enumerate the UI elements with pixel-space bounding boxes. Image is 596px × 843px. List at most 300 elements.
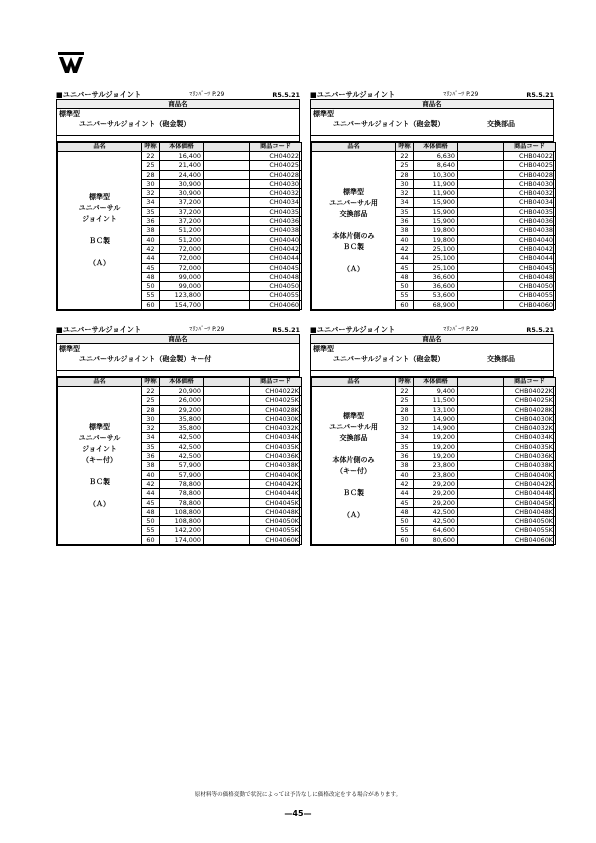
price-table <box>311 142 556 310</box>
size-cell: 45 <box>396 263 414 272</box>
price-cell: 23,800 <box>414 470 458 479</box>
price-cell: 16,400 <box>160 152 204 161</box>
product-type: 標準型 <box>313 345 334 353</box>
price-cell: 21,400 <box>160 161 204 170</box>
column-header: 商品コード <box>250 143 302 152</box>
price-cell: 6,630 <box>414 152 458 161</box>
page-number: —45— <box>284 809 312 818</box>
item-name-line: ＢＣ製 <box>343 488 364 497</box>
size-cell: 45 <box>142 498 160 507</box>
item-name-cell <box>58 152 142 310</box>
size-cell: 35 <box>396 442 414 451</box>
size-cell: 50 <box>142 517 160 526</box>
blank-cell <box>458 226 504 235</box>
price-cell: 37,200 <box>160 217 204 226</box>
product-code-cell: CHB04055 <box>504 291 556 300</box>
column-header: 本体価格 <box>414 378 458 387</box>
item-name-line <box>314 499 393 510</box>
company-logo-icon <box>58 52 84 74</box>
size-cell: 44 <box>142 489 160 498</box>
product-code-cell: CH04050K <box>250 517 302 526</box>
size-cell: 25 <box>396 396 414 405</box>
table-header-row <box>58 143 302 152</box>
blank-cell <box>458 433 504 442</box>
price-cell: 42,500 <box>414 507 458 516</box>
item-name-line: 標準型 <box>89 422 110 431</box>
item-name-line: ジョイント <box>82 215 117 224</box>
column-header <box>204 378 250 387</box>
item-name-line: ＢＣ製 <box>343 242 364 251</box>
price-cell: 19,800 <box>414 235 458 244</box>
size-cell: 44 <box>396 489 414 498</box>
product-name-header: 商品名 <box>57 335 299 344</box>
product-code-cell: CHB04040K <box>504 470 556 479</box>
product-code-cell: CH04022K <box>250 387 302 396</box>
size-cell: 45 <box>142 263 160 272</box>
price-cell: 29,200 <box>160 405 204 414</box>
blank-cell <box>204 263 250 272</box>
product-full-name: ユニバーサルジョイント（砲金製） <box>79 120 191 128</box>
section-title: ■ユニバーサルジョイント <box>310 89 396 99</box>
product-code-cell: CHB04050K <box>504 517 556 526</box>
size-cell: 48 <box>142 507 160 516</box>
blank-cell <box>204 479 250 488</box>
product-code-cell: CHB04055K <box>504 526 556 535</box>
product-code-cell: CH04034K <box>250 433 302 442</box>
product-code-cell: CH04028K <box>250 405 302 414</box>
column-header <box>204 143 250 152</box>
product-code-cell: CH04028 <box>250 170 302 179</box>
product-extra-label: 交換部品 <box>487 120 515 128</box>
blank-cell <box>204 189 250 198</box>
product-code-cell: CHB04060K <box>504 535 556 544</box>
size-cell: 25 <box>396 161 414 170</box>
item-name-line: （Ａ） <box>89 499 110 508</box>
blank-cell <box>458 405 504 414</box>
price-cell: 35,800 <box>160 414 204 423</box>
blank-cell <box>204 207 250 216</box>
size-cell: 40 <box>396 470 414 479</box>
item-name-line: 交換部品 <box>339 209 368 218</box>
product-code-cell: CH04022 <box>250 152 302 161</box>
product-full-name: ユニバーサルジョイント（砲金製） <box>333 120 445 128</box>
blank-cell <box>204 405 250 414</box>
price-cell: 72,000 <box>160 254 204 263</box>
product-code-cell: CHB04035K <box>504 442 556 451</box>
size-cell: 35 <box>396 207 414 216</box>
blank-cell <box>458 189 504 198</box>
product-code-cell: CH04040K <box>250 470 302 479</box>
column-header: 本体価格 <box>414 143 458 152</box>
item-name-line: 本体片側のみ <box>332 231 375 240</box>
blank-cell <box>458 282 504 291</box>
column-header: 呼称 <box>396 378 414 387</box>
size-cell: 35 <box>142 207 160 216</box>
price-cell: 24,400 <box>160 170 204 179</box>
blank-cell <box>458 387 504 396</box>
price-cell: 57,900 <box>160 470 204 479</box>
product-code-cell: CH04036K <box>250 452 302 461</box>
product-full-name: ユニバーサルジョイント（砲金製） <box>333 355 445 363</box>
product-code-cell: CHB04030K <box>504 414 556 423</box>
blank-cell <box>204 517 250 526</box>
blank-cell <box>458 217 504 226</box>
size-cell: 28 <box>396 405 414 414</box>
product-code-cell: CH04060K <box>250 535 302 544</box>
price-cell: 154,700 <box>160 300 204 309</box>
blank-cell <box>458 244 504 253</box>
section-title: ■ユニバーサルジョイント <box>310 324 396 334</box>
size-cell: 55 <box>142 526 160 535</box>
price-cell: 9,400 <box>414 387 458 396</box>
size-cell: 28 <box>142 170 160 179</box>
product-code-cell: CHB04032K <box>504 424 556 433</box>
product-code-cell: CHB04036K <box>504 452 556 461</box>
price-cell: 42,500 <box>160 452 204 461</box>
size-cell: 55 <box>142 291 160 300</box>
column-header: 呼称 <box>142 143 160 152</box>
price-block-3 <box>56 324 300 546</box>
price-cell: 35,800 <box>160 424 204 433</box>
blank-cell <box>458 198 504 207</box>
blank-cell <box>458 254 504 263</box>
blank-cell <box>458 235 504 244</box>
blank-cell <box>204 433 250 442</box>
blank-cell <box>458 498 504 507</box>
column-header: 呼称 <box>142 378 160 387</box>
price-block-2 <box>310 89 554 311</box>
blank-cell <box>204 387 250 396</box>
product-code-cell: CH04030K <box>250 414 302 423</box>
product-code-cell: CH04045 <box>250 263 302 272</box>
price-cell: 19,200 <box>414 433 458 442</box>
price-cell: 25,100 <box>414 263 458 272</box>
column-header: 品名 <box>312 378 396 387</box>
size-cell: 48 <box>396 272 414 281</box>
blank-cell <box>458 470 504 479</box>
price-cell: 15,900 <box>414 198 458 207</box>
size-cell: 44 <box>396 254 414 263</box>
price-cell: 14,900 <box>414 414 458 423</box>
blank-cell <box>204 424 250 433</box>
size-cell: 45 <box>396 498 414 507</box>
item-name-line: ユニバーサル <box>78 204 121 213</box>
product-code-cell: CHB04035 <box>504 207 556 216</box>
item-name-line: ユニバーサル <box>78 433 121 442</box>
item-name-cell <box>312 152 396 310</box>
blank-cell <box>204 396 250 405</box>
blank-cell <box>458 517 504 526</box>
column-header: 商品コード <box>250 378 302 387</box>
product-code-cell: CHB04034 <box>504 198 556 207</box>
product-type: 標準型 <box>59 110 80 118</box>
blank-cell <box>458 170 504 179</box>
catalog-page-ref: ﾏﾘﾝﾊﾟｰﾂ P.29 <box>443 91 479 98</box>
price-cell: 42,500 <box>414 517 458 526</box>
blank-cell <box>458 300 504 309</box>
price-cell: 14,900 <box>414 424 458 433</box>
price-cell: 26,000 <box>160 396 204 405</box>
product-code-cell: CHB04042 <box>504 244 556 253</box>
item-name-line <box>60 466 139 477</box>
price-cell: 29,200 <box>414 498 458 507</box>
price-cell: 42,500 <box>160 433 204 442</box>
item-name-cell <box>312 387 396 545</box>
size-cell: 40 <box>142 235 160 244</box>
blank-cell <box>458 535 504 544</box>
price-table-box <box>310 99 554 311</box>
product-type: 標準型 <box>59 345 80 353</box>
product-code-cell: CH04025K <box>250 396 302 405</box>
product-code-cell: CHB04038K <box>504 461 556 470</box>
price-cell: 108,800 <box>160 507 204 516</box>
price-cell: 29,200 <box>414 479 458 488</box>
product-code-cell: CH04055 <box>250 291 302 300</box>
product-code-cell: CHB04025K <box>504 396 556 405</box>
product-code-cell: CH04060 <box>250 300 302 309</box>
item-name-line: 交換部品 <box>339 433 368 442</box>
price-cell: 68,900 <box>414 300 458 309</box>
blank-cell <box>458 461 504 470</box>
price-table-box <box>310 334 554 546</box>
size-cell: 32 <box>396 424 414 433</box>
table-row <box>312 387 556 396</box>
size-cell: 36 <box>396 452 414 461</box>
blank-cell <box>204 235 250 244</box>
price-cell: 23,800 <box>414 461 458 470</box>
size-cell: 44 <box>142 254 160 263</box>
size-cell: 25 <box>142 396 160 405</box>
section-header <box>310 89 554 99</box>
price-cell: 11,900 <box>414 179 458 188</box>
size-cell: 22 <box>396 387 414 396</box>
item-name-line: （キー付） <box>336 466 371 475</box>
size-cell: 34 <box>396 198 414 207</box>
product-code-cell: CH04035K <box>250 442 302 451</box>
product-name-header: 商品名 <box>57 100 299 109</box>
size-cell: 38 <box>142 461 160 470</box>
blank-cell <box>458 263 504 272</box>
product-code-cell: CHB04025 <box>504 161 556 170</box>
product-code-cell: CHB04038 <box>504 226 556 235</box>
size-cell: 38 <box>396 226 414 235</box>
size-cell: 40 <box>396 235 414 244</box>
price-cell: 64,600 <box>414 526 458 535</box>
blank-cell <box>204 489 250 498</box>
product-code-cell: CH04048 <box>250 272 302 281</box>
product-code-cell: CHB04036 <box>504 217 556 226</box>
price-block-4 <box>310 324 554 546</box>
price-table-box <box>56 334 300 546</box>
blank-cell <box>458 424 504 433</box>
size-cell: 50 <box>142 282 160 291</box>
section-header <box>56 89 300 99</box>
price-cell: 15,900 <box>414 217 458 226</box>
size-cell: 42 <box>396 244 414 253</box>
price-cell: 51,200 <box>160 226 204 235</box>
price-block-1 <box>56 89 300 311</box>
item-name-line: （Ａ） <box>343 264 364 273</box>
size-cell: 22 <box>142 387 160 396</box>
price-cell: 99,000 <box>160 282 204 291</box>
column-header: 呼称 <box>396 143 414 152</box>
price-cell: 72,000 <box>160 263 204 272</box>
product-code-cell: CHB04060 <box>504 300 556 309</box>
item-name-line <box>314 477 393 488</box>
size-cell: 32 <box>142 189 160 198</box>
item-name-line <box>314 220 393 231</box>
size-cell: 36 <box>396 217 414 226</box>
blank-cell <box>204 291 250 300</box>
blank-cell <box>458 414 504 423</box>
item-name-line: ユニバーサル用 <box>329 422 378 431</box>
item-name-line: （キー付） <box>82 455 117 464</box>
item-name-line: ＢＣ製 <box>89 237 110 246</box>
price-cell: 25,100 <box>414 254 458 263</box>
size-cell: 60 <box>396 300 414 309</box>
size-cell: 50 <box>396 517 414 526</box>
blank-cell <box>204 507 250 516</box>
size-cell: 36 <box>142 452 160 461</box>
product-code-cell: CHB04034K <box>504 433 556 442</box>
item-name-line: （Ａ） <box>89 259 110 268</box>
size-cell: 60 <box>396 535 414 544</box>
blank-cell <box>458 179 504 188</box>
size-cell: 32 <box>142 424 160 433</box>
product-code-cell: CH04038 <box>250 226 302 235</box>
price-cell: 11,500 <box>414 396 458 405</box>
price-cell: 51,200 <box>160 235 204 244</box>
blank-cell <box>458 272 504 281</box>
blank-cell <box>204 254 250 263</box>
price-cell: 142,200 <box>160 526 204 535</box>
blank-cell <box>204 470 250 479</box>
price-cell: 19,200 <box>414 442 458 451</box>
revision-date: R5.5.21 <box>526 325 554 334</box>
column-header: 本体価格 <box>160 378 204 387</box>
product-code-cell: CHB04050 <box>504 282 556 291</box>
product-code-cell: CHB04022K <box>504 387 556 396</box>
size-cell: 30 <box>396 179 414 188</box>
product-code-cell: CHB04048K <box>504 507 556 516</box>
price-cell: 30,900 <box>160 189 204 198</box>
item-name-line: （Ａ） <box>343 510 364 519</box>
price-cell: 123,800 <box>160 291 204 300</box>
size-cell: 55 <box>396 526 414 535</box>
catalog-page-ref: ﾏﾘﾝﾊﾟｰﾂ P.29 <box>443 326 479 333</box>
product-code-cell: CHB04030 <box>504 179 556 188</box>
column-header: 品名 <box>58 143 142 152</box>
product-code-cell: CH04032 <box>250 189 302 198</box>
size-cell: 25 <box>142 161 160 170</box>
size-cell: 30 <box>396 414 414 423</box>
revision-date: R5.5.21 <box>272 90 300 99</box>
price-cell: 108,800 <box>160 517 204 526</box>
size-cell: 34 <box>142 433 160 442</box>
product-code-cell: CH04042K <box>250 479 302 488</box>
product-code-cell: CH04030 <box>250 179 302 188</box>
blank-cell <box>204 452 250 461</box>
product-code-cell: CH04044K <box>250 489 302 498</box>
product-code-cell: CH04055K <box>250 526 302 535</box>
blank-cell <box>204 272 250 281</box>
price-cell: 19,800 <box>414 226 458 235</box>
blank-cell <box>204 498 250 507</box>
product-code-cell: CH04025 <box>250 161 302 170</box>
price-cell: 20,900 <box>160 387 204 396</box>
price-cell: 15,900 <box>414 207 458 216</box>
blank-cell <box>458 489 504 498</box>
product-description <box>311 344 553 371</box>
price-table <box>311 377 556 545</box>
blank-cell <box>204 535 250 544</box>
blank-cell <box>458 152 504 161</box>
product-code-cell: CH04034 <box>250 198 302 207</box>
blank-cell <box>204 198 250 207</box>
section-header <box>56 324 300 334</box>
blank-cell <box>204 526 250 535</box>
blank-cell <box>204 170 250 179</box>
blank-cell <box>458 507 504 516</box>
table-header-row <box>58 378 302 387</box>
price-cell: 53,600 <box>414 291 458 300</box>
price-cell: 42,500 <box>160 442 204 451</box>
product-code-cell: CH04032K <box>250 424 302 433</box>
blank-cell <box>204 461 250 470</box>
catalog-page-ref: ﾏﾘﾝﾊﾟｰﾂ P.29 <box>189 326 225 333</box>
footer-note: 原材料等の価格変動で状況によっては予告なしに価格改定をする場合があります。 <box>194 792 402 798</box>
item-name-line <box>60 247 139 258</box>
blank-cell <box>458 161 504 170</box>
price-table-box <box>56 99 300 311</box>
item-name-line <box>314 444 393 455</box>
size-cell: 28 <box>142 405 160 414</box>
price-cell: 78,800 <box>160 479 204 488</box>
product-code-cell: CH04038K <box>250 461 302 470</box>
column-header <box>458 378 504 387</box>
table-row <box>312 152 556 161</box>
size-cell: 48 <box>142 272 160 281</box>
size-cell: 42 <box>142 479 160 488</box>
size-cell: 36 <box>142 217 160 226</box>
price-cell: 36,600 <box>414 272 458 281</box>
blank-cell <box>204 179 250 188</box>
item-name-line: ジョイント <box>82 444 117 453</box>
price-cell: 78,800 <box>160 498 204 507</box>
size-cell: 50 <box>396 282 414 291</box>
blank-cell <box>204 300 250 309</box>
price-cell: 80,600 <box>414 535 458 544</box>
product-code-cell: CH04042 <box>250 244 302 253</box>
blank-cell <box>204 282 250 291</box>
item-name-line: 標準型 <box>89 193 110 202</box>
item-name-cell <box>58 387 142 545</box>
product-code-cell: CH04044 <box>250 254 302 263</box>
price-cell: 72,000 <box>160 244 204 253</box>
column-header: 商品コード <box>504 143 556 152</box>
size-cell: 48 <box>396 507 414 516</box>
product-code-cell: CHB04022 <box>504 152 556 161</box>
table-header-row <box>312 378 556 387</box>
product-description <box>57 344 299 371</box>
blank-cell <box>458 291 504 300</box>
revision-date: R5.5.21 <box>272 325 300 334</box>
catalog-page-ref: ﾏﾘﾝﾊﾟｰﾂ P.29 <box>189 91 225 98</box>
product-code-cell: CHB04028K <box>504 405 556 414</box>
product-name-header: 商品名 <box>311 100 553 109</box>
price-cell: 78,800 <box>160 489 204 498</box>
blank-cell <box>204 442 250 451</box>
